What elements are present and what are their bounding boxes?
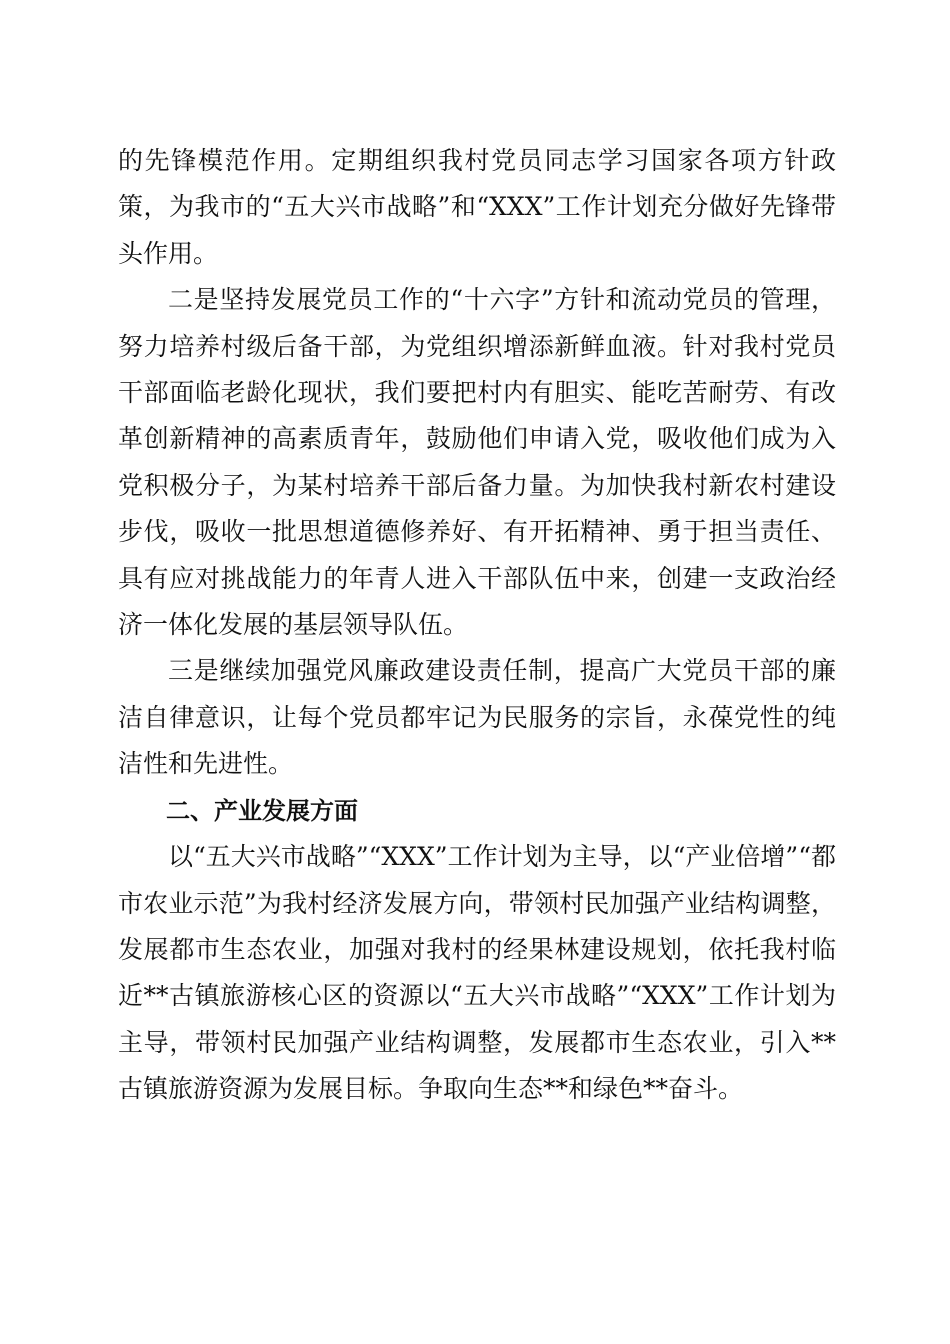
- section-heading-industry-development: 二、产业发展方面: [166, 796, 358, 825]
- paragraph-continuation: 的先锋模范作用。定期组织我村党员同志学习国家各项方针政策，为我市的“五大兴市战略”和“XXX”工作计划充分做好先锋带头作用。: [118, 146, 836, 268]
- document-body: [118, 138, 836, 1113]
- paragraph-integrity-responsibility: 三是继续加强党风廉政建设责任制，提高广大党员干部的廉洁自律意识，让每个党员都牢记为民服务的宗旨，永葆党性的纯洁性和先进性。: [118, 656, 836, 779]
- paragraph-party-member-development: 二是坚持发展党员工作的“十六字”方针和流动党员的管理，努力培养村级后备干部，为党组织增添新鲜血液。针对我村党员干部面临老龄化现状，我们要把村内有胆实、能吃苦耐劳、有改革创新精神的高素质青年，鼓励他们申请入党，吸收他们成为入党积极分子，为某村培养干部后备力量。为加快我村新农村建设步伐，吸收一批思想道德修养好、有开拓精神、勇于担当责任、具有应对挑战能力的年青人进入干部队伍中来，创建一支政治经济一体化发展的基层领导队伍。: [118, 285, 836, 640]
- paragraph-industry-development: 以“五大兴市战略”“XXX”工作计划为主导，以“产业倍增”“都市农业示范”为我村经济发展方向，带领村民加强产业结构调整，发展都市生态农业，加强对我村的经果林建设规划，依托我村临近**古镇旅游核心区的资源以“五大兴市战略”“XXX”工作计划为主导，带领村民加强产业结构调整，发展都市生态农业，引入**古镇旅游资源为发展目标。争取向生态**和绿色**奋斗。: [118, 842, 836, 1104]
